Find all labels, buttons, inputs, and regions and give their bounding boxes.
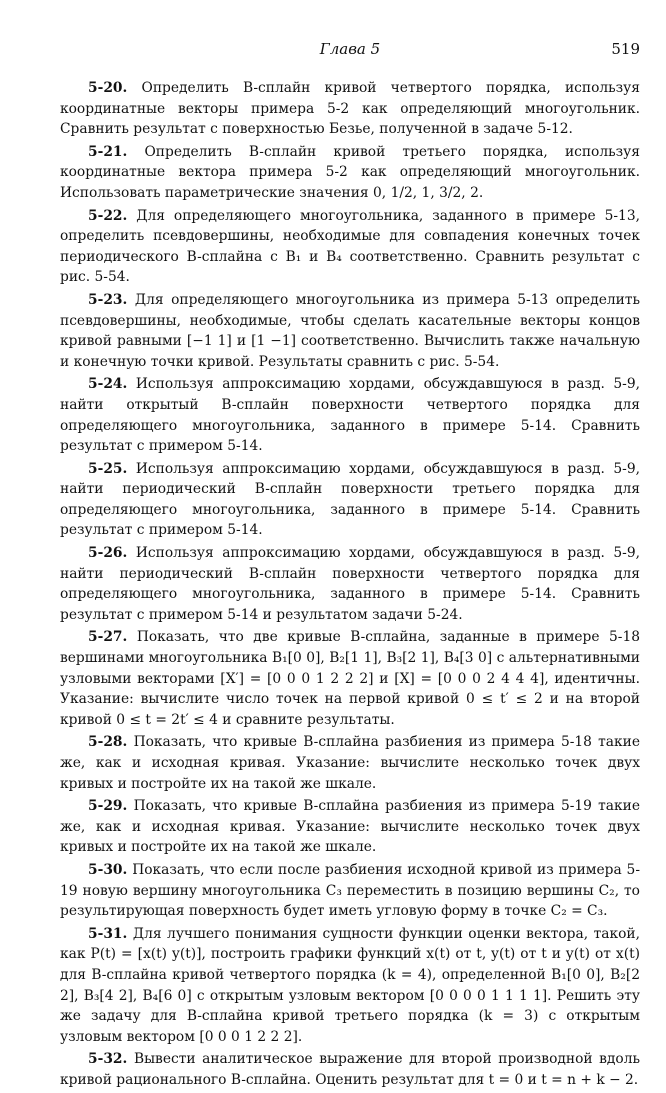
- problem-number: 5-29.: [88, 798, 128, 815]
- problem-number: 5-32.: [88, 1051, 128, 1068]
- problem-number: 5-25.: [88, 460, 128, 477]
- page-header: [60, 40, 640, 64]
- problem-5-20: [60, 78, 640, 140]
- problem-5-22: [60, 206, 640, 288]
- problem-number: 5-20.: [88, 80, 128, 96]
- problem-5-24: [60, 374, 640, 456]
- problem-number: 5-31.: [88, 925, 128, 942]
- problem-5-31: [60, 924, 640, 1048]
- problem-5-27: [60, 627, 640, 730]
- problem-text: Показать, что две кривые B-сплайна, заданные в примере 5-18 вершинами многоугольника B₁[0 0], B₂[1 1], B₃[2 1], B₄[3 0] с альтернативными узловыми векторами [X′] = [0 0 0 1 2 2 2] и [X] = [0 0 0 2 4 4 4], идентичны. Указание: вычислите число точек на первой кривой 0 ≤ t′ ≤ 2 и на второй кривой 0 ≤ t = 2t′ ≤ 4 и сравните результаты.: [60, 629, 641, 728]
- problem-text: Определить B-сплайн кривой четвертого порядка, используя координатные векторы примера 5-2 как определяющий многоугольник. Сравнить результат с поверхностью Безье, полученной в задаче 5-12.: [60, 80, 641, 138]
- problem-number: 5-27.: [88, 629, 128, 646]
- problem-5-30: [60, 860, 640, 922]
- problem-5-26: [60, 543, 640, 625]
- chapter-title: Глава 5: [319, 40, 381, 58]
- problem-text: Для определяющего многоугольника, заданного в примере 5-13, определить псевдовершины, необходимые для совпадения конечных точек периодического B-сплайна с B₁ и B₄ соответственно. Сравнить результат с рис. 5-54.: [60, 207, 640, 286]
- problem-text: Для лучшего понимания сущности функции оценки вектора, такой, как P(t) = [x(t) y(t)], построить графики функций x(t) от t, y(t) от t и y(t) от x(t) для B-сплайна кривой четвертого порядка (k = 4), определенной B₁[0 0], B₂[2 2], B₃[4 2], B₄[6 0] с открытым узловым вектором [0 0 0 0 1 1 1 1]. Решить эту же задачу для B-сплайна кривой третьего порядка (k = 3) с открытым узловым вектором [0 0 0 1 2 2 2].: [60, 925, 640, 1045]
- problem-number: 5-24.: [88, 376, 128, 393]
- problem-5-25: [60, 459, 640, 541]
- page-number: 519: [611, 40, 640, 58]
- problem-5-32: [60, 1049, 640, 1090]
- problem-number: 5-26.: [88, 545, 128, 562]
- problem-text: Используя аппроксимацию хордами, обсуждавшуюся в разд. 5-9, найти открытый B-сплайн поверхности четвертого порядка для определяющего многоугольника, заданного в примере 5-14. Сравнить результат с примером 5-14.: [60, 376, 640, 455]
- problem-text: Для определяющего многоугольника из примера 5-13 определить псевдовершины, необходимые, чтобы сделать касательные векторы концов кривой равными [−1 1] и [1 −1] соответственно. Вычислить также начальную и конечную точки кривой. Результаты сравнить с рис. 5-54.: [60, 291, 640, 370]
- problem-text: Показать, что если после разбиения исходной кривой из примера 5-19 новую вершину многоугольника C₃ переместить в позицию вершины C₂, то результирующая поверхность будет иметь угловую форму в точке C₂ = C₃.: [60, 861, 640, 920]
- problem-number: 5-30.: [88, 861, 128, 878]
- problem-5-23: [60, 290, 640, 372]
- problem-number: 5-28.: [88, 734, 128, 751]
- problem-number: 5-21.: [88, 143, 128, 160]
- problem-list: [60, 78, 640, 1093]
- problem-text: Определить B-сплайн кривой третьего порядка, используя координатные вектора примера 5-2 как определяющий многоугольник. Использовать параметрические значения 0, 1/2, 1, 3/2, 2.: [60, 143, 640, 201]
- problem-5-21: [60, 142, 640, 204]
- problem-number: 5-23.: [88, 291, 128, 308]
- problem-text: Используя аппроксимацию хордами, обсуждавшуюся в разд. 5-9, найти периодический B-сплайн поверхности четвертого порядка для определяющего многоугольника, заданного в примере 5-14. Сравнить результат с примером 5-14 и результатом задачи 5-24.: [60, 545, 640, 623]
- problem-text: Показать, что кривые B-сплайна разбиения из примера 5-19 такие же, как и исходная кривая. Указание: вычислите несколько точек двух кривых и постройте их на такой же шкале.: [60, 798, 640, 856]
- problem-number: 5-22.: [88, 207, 128, 224]
- problem-text: Показать, что кривые B-сплайна разбиения из примера 5-18 такие же, как и исходная кривая. Указание: вычислите несколько точек двух кривых и постройте их на такой же шкале.: [60, 734, 640, 792]
- problem-text: Используя аппроксимацию хордами, обсуждавшуюся в разд. 5-9, найти периодический B-сплайн поверхности третьего порядка для определяющего многоугольника, заданного в примере 5-14. Сравнить результат с примером 5-14.: [60, 460, 640, 539]
- problem-text: Вывести аналитическое выражение для второй производной вдоль кривой рационального B-сплайна. Оценить результат для t = 0 и t = n + k − 2.: [60, 1051, 640, 1088]
- problem-5-29: [60, 796, 640, 858]
- problem-5-28: [60, 732, 640, 794]
